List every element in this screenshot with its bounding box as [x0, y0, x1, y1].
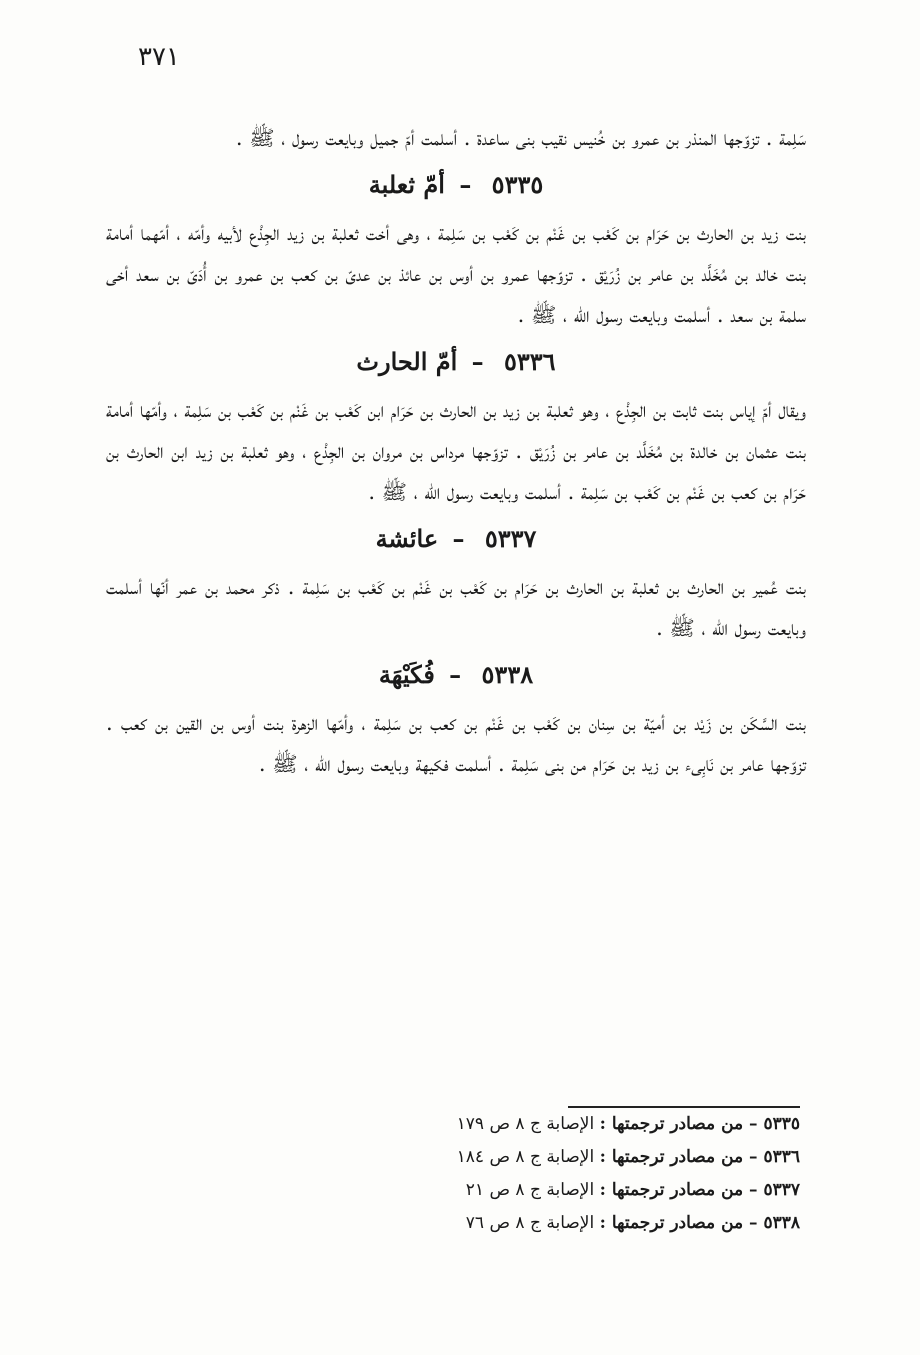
entry-name: أمّ ثعلبة [368, 170, 445, 199]
entry-heading [106, 521, 806, 557]
heading-dash: – [449, 660, 462, 689]
page-number: ٣٧١ [138, 42, 180, 72]
footnote-source: الإصابة ج ٨ ص ١٧٩ [456, 1114, 595, 1134]
entry-5338 [106, 657, 806, 785]
intro-paragraph: سَلِمة . تزوّجها المنذر بن عمرو بن خُنيس نقيب بنى ساعدة . أسلمت أمّ جميل وبايعت رسول ، ﷺ . [235, 126, 806, 150]
footnote [380, 1108, 800, 1141]
entry-name: عائشة [375, 524, 439, 553]
footnote-source: الإصابة ج ٨ ص ١٨٤ [456, 1147, 595, 1167]
entry-heading [106, 344, 806, 380]
heading-dash: – [459, 170, 472, 199]
footnote [380, 1207, 800, 1240]
entry-text: بنت زيد بن الحارث بن حَرَام بن كَعْب بن غَنْم بن كَعْب بن سَلِمة ، وهى أخت ثعلبة بن زيد الجِذْع لأبيه وأمّه ، أمّهما أمامة بنت خالد بن مُخَلَّد بن عامر بن زُرَيْق . تزوّجها عمرو بن أوس بن عائذ بن عدىّ بن كعب بن عمرو بن أُدَىّ بن سعد أخى سلمة بن سعد . أسلمت وبايعت رسول الله ، ﷺ . [106, 221, 806, 327]
footnote-prefix: ٥٣٣٦ – من مصادر ترجمتها : [599, 1147, 800, 1167]
footnote-prefix: ٥٣٣٧ – من مصادر ترجمتها : [599, 1180, 800, 1200]
footnote-source: الإصابة ج ٨ ص ٢١ [465, 1180, 595, 1200]
entry-text: بنت السَّكَن بن زَيْد بن أميّة بن سِنان بن كَعْب بن غَنْم بن كعب بن سَلِمة ، وأمّها الزهرة بنت أوس بن القين بن كعب . تزوّجها عامر بن نَابِىء بن زيد بن حَرَام من بنى سَلِمة . أسلمت فكيهة وبايعت رسول الله ، ﷺ . [106, 711, 806, 776]
entry-number: ٥٣٣٨ [481, 660, 534, 689]
entry-number: ٥٣٣٦ [504, 347, 556, 376]
footnotes [380, 1108, 800, 1240]
heading-dash: – [471, 347, 484, 376]
entry-name: فُكَيْهَة [378, 660, 435, 689]
entry-text: ويقال أمّ إياس بنت ثابت بن الجِذْع ، وهو ثعلبة بن زيد بن الحارث بن حَرَام ابن كَعْب بن غَنْم بن كَعْب بن سَلِمة ، وأمّها أمامة بنت عثمان بن خالدة بن مُخَلَّد بن عامر بن زُرَيْق . تزوّجها مرداس بن مروان بن الجِذْع ، وهو ثعلبة بن زيد ابن الحارث بن حَرَام بن كعب بن غَنْم بن كَعْب بن سَلِمة . أسلمت وبايعت رسول الله ، ﷺ . [106, 398, 806, 504]
entry-5335 [106, 167, 806, 336]
entry-number: ٥٣٣٧ [484, 524, 537, 553]
entry-name: أمّ الحارث [356, 347, 458, 376]
entry-text: بنت عُمير بن الحارث بن ثعلبة بن الحارث بن حَرَام بن كَعْب بن غَنْم بن كَعْب بن سَلِمة . ذكر محمد بن عمر أنّها أسلمت وبايعت رسول الله ، ﷺ . [106, 575, 806, 640]
entry-number: ٥٣٣٥ [491, 170, 544, 199]
footnote-source: الإصابة ج ٨ ص ٧٦ [465, 1213, 595, 1233]
footnote-prefix: ٥٣٣٥ – من مصادر ترجمتها : [599, 1114, 800, 1134]
entry-heading [106, 657, 806, 693]
footnote-prefix: ٥٣٣٨ – من مصادر ترجمتها : [599, 1213, 800, 1233]
footnote [380, 1141, 800, 1174]
main-text [106, 118, 806, 785]
footnote [380, 1174, 800, 1207]
entry-heading [106, 167, 806, 203]
heading-dash: – [452, 524, 465, 553]
entry-5336 [106, 344, 806, 513]
entry-5337 [106, 521, 806, 649]
